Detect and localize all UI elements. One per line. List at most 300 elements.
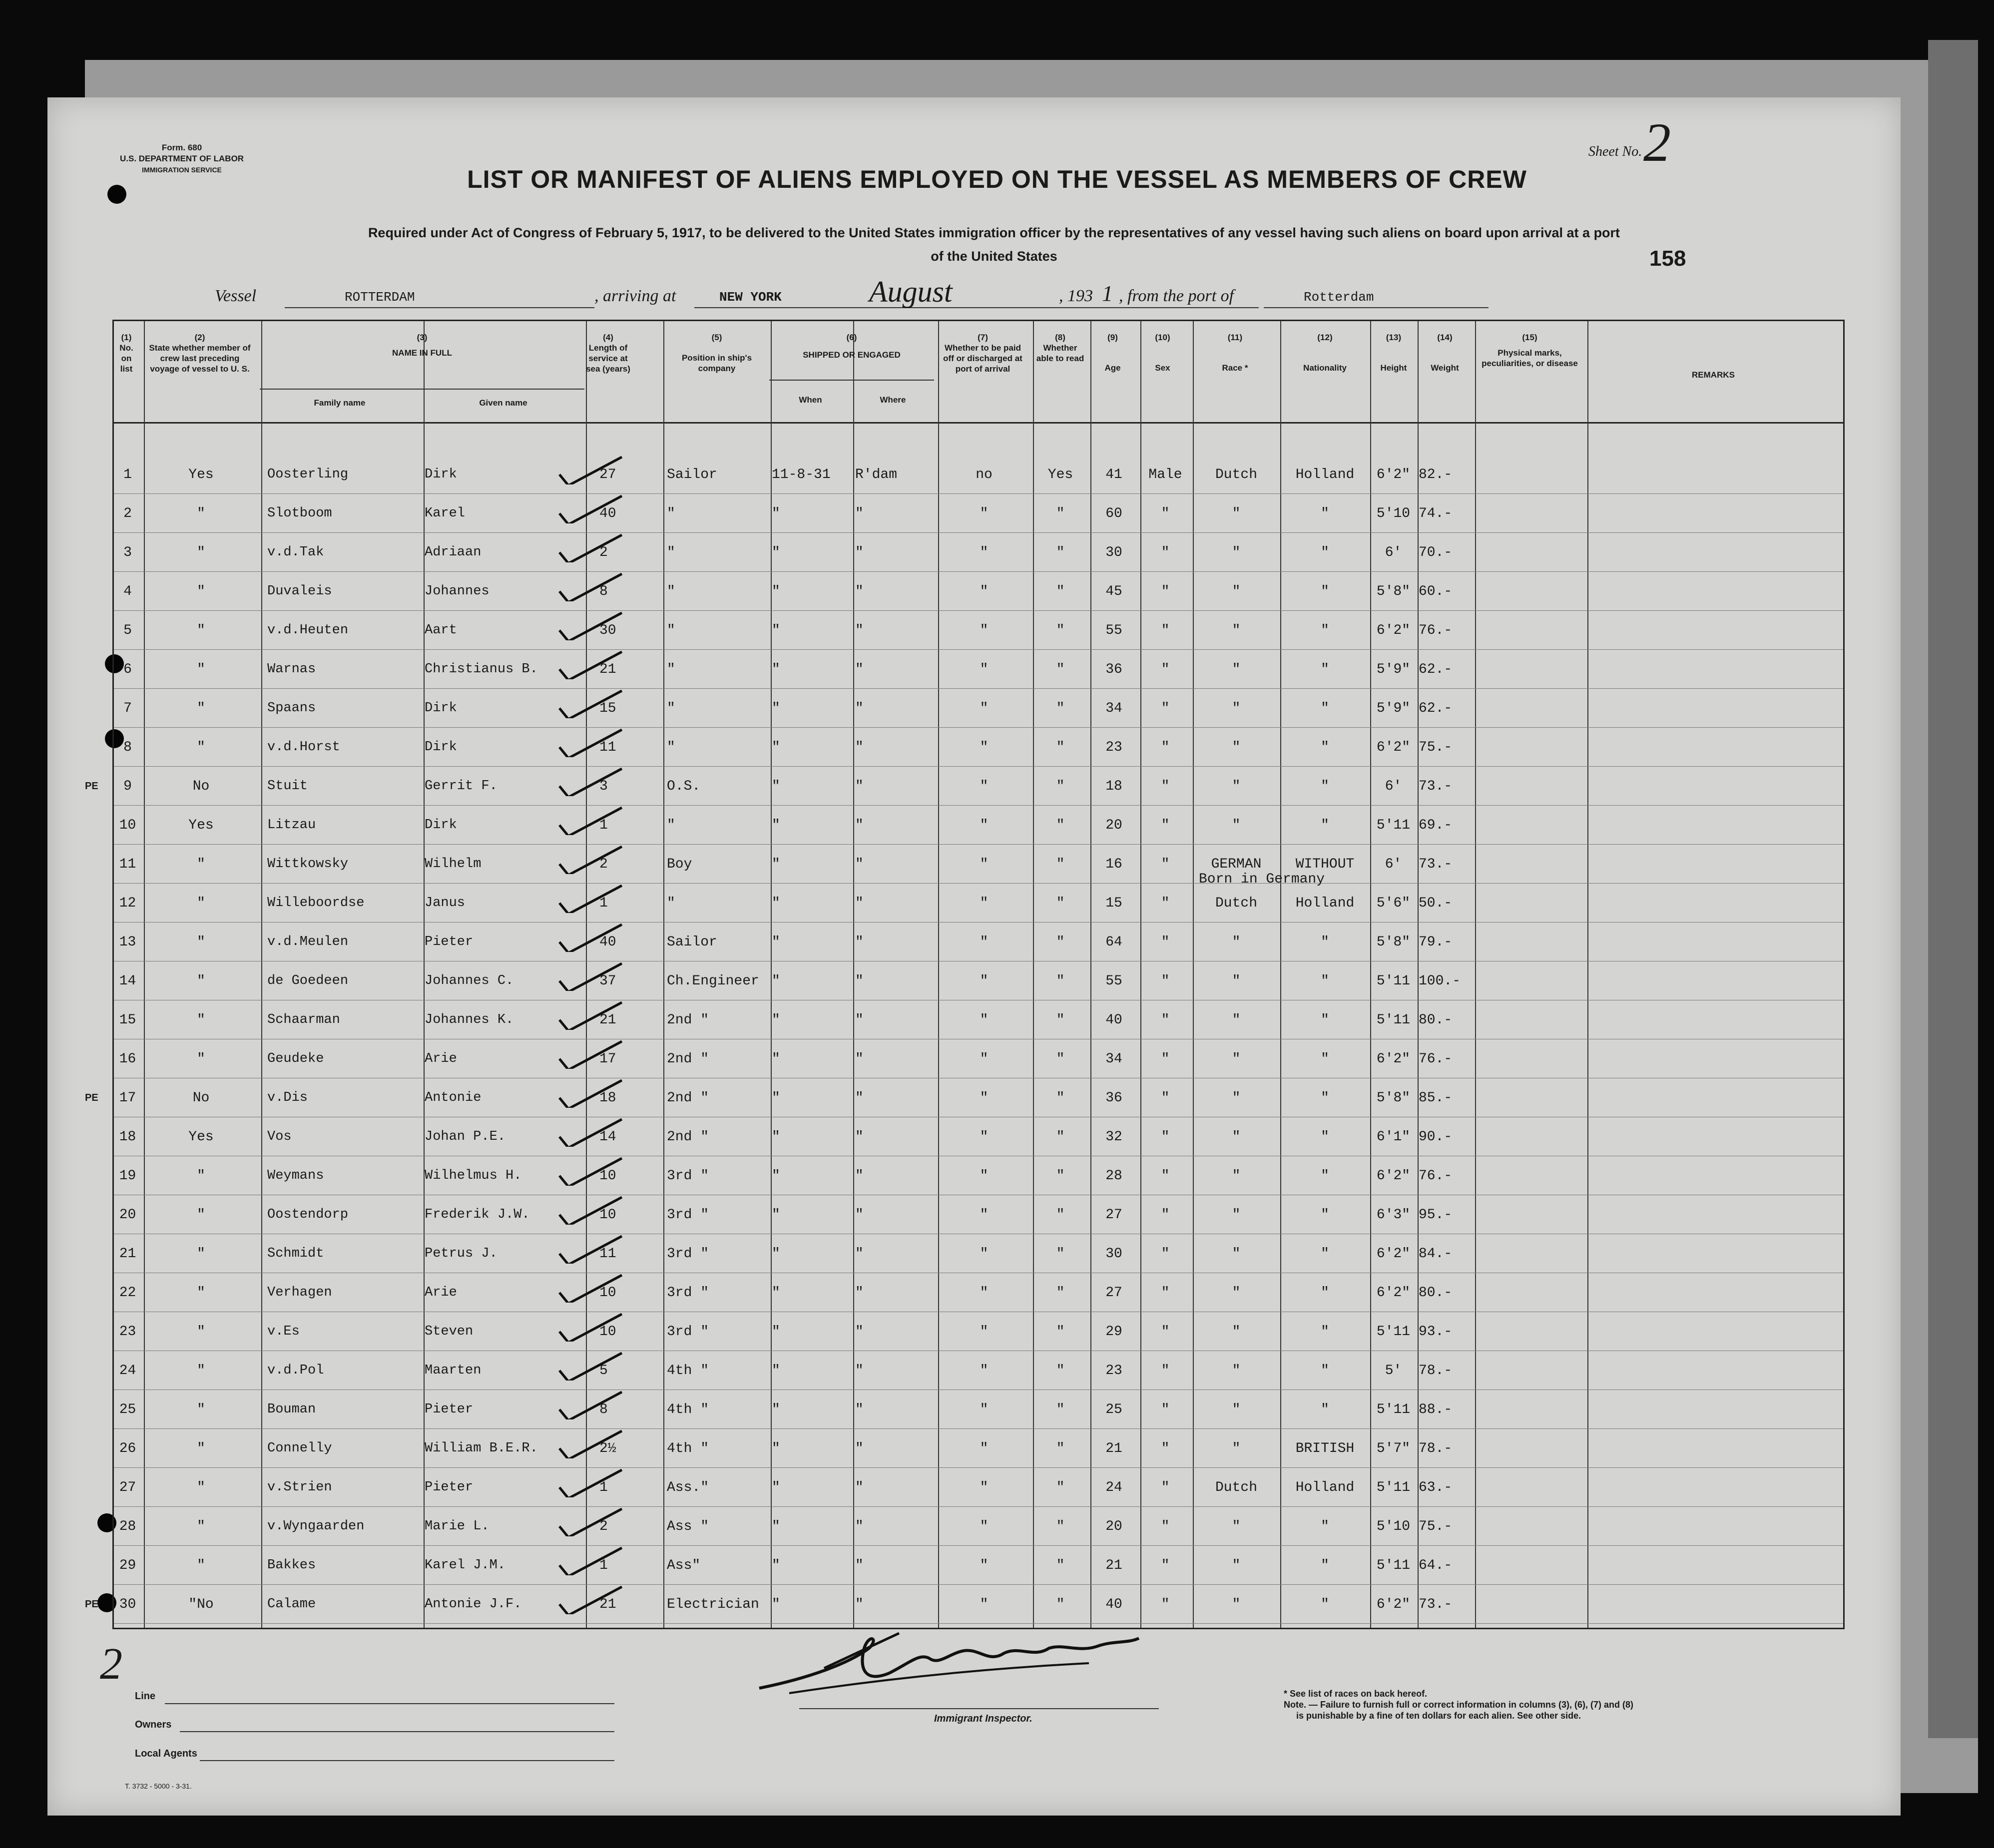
cell-service: 2½ bbox=[599, 1441, 616, 1456]
cell-prev: " bbox=[197, 1051, 205, 1067]
check-mark-icon bbox=[554, 1195, 624, 1225]
cell-position: Sailor bbox=[667, 934, 717, 950]
cell-read: " bbox=[1056, 584, 1065, 599]
cell-race: " bbox=[1232, 1441, 1241, 1456]
cell-family: de Goedeen bbox=[267, 973, 349, 988]
cell-no: 19 bbox=[119, 1168, 136, 1184]
column-divider bbox=[261, 321, 262, 1628]
col-read-header: (8) Whether able to read bbox=[1036, 333, 1084, 363]
cell-no: 15 bbox=[119, 1012, 136, 1028]
cell-race: " bbox=[1232, 584, 1241, 599]
cell-read: " bbox=[1056, 506, 1065, 521]
cell-given: Janus bbox=[425, 896, 466, 911]
cell-paid: " bbox=[980, 584, 989, 599]
cell-family: Verhagen bbox=[267, 1285, 332, 1300]
cell-age: 24 bbox=[1105, 1480, 1122, 1495]
page-handwritten-number: 2 bbox=[100, 1639, 122, 1689]
cell-given: Pieter bbox=[425, 1480, 474, 1495]
cell-sex: " bbox=[1161, 1441, 1170, 1456]
cell-weight: 69.- bbox=[1419, 818, 1453, 833]
col-height-header: (13) Height bbox=[1380, 333, 1407, 373]
cell-where: " bbox=[855, 934, 864, 950]
cell-service: 40 bbox=[599, 506, 616, 521]
cell-race: " bbox=[1232, 623, 1241, 638]
cell-weight: 73.- bbox=[1419, 857, 1453, 872]
cell-family: Litzau bbox=[267, 818, 316, 833]
cell-paid: " bbox=[980, 701, 989, 716]
col-family-header: Family name bbox=[314, 398, 366, 408]
cell-family: Oosterling bbox=[267, 467, 349, 482]
cell-race: " bbox=[1232, 818, 1241, 833]
cell-age: 18 bbox=[1105, 779, 1122, 794]
cell-where: " bbox=[855, 896, 864, 911]
sheet-number-label: Sheet No. bbox=[1588, 144, 1642, 159]
cell-height: 5'11 bbox=[1376, 1324, 1411, 1340]
print-code: T. 3732 - 5000 - 3-31. bbox=[125, 1782, 192, 1790]
cell-prev: No bbox=[192, 1090, 210, 1106]
row-rule bbox=[114, 844, 1843, 845]
cell-service: 10 bbox=[599, 1168, 616, 1184]
cell-where: " bbox=[855, 1012, 864, 1028]
cell-read: " bbox=[1056, 1129, 1065, 1145]
cell-weight: 62.- bbox=[1419, 662, 1453, 677]
cell-read: " bbox=[1056, 1246, 1065, 1262]
cell-prev: " bbox=[197, 1246, 205, 1262]
cell-given: Aart bbox=[425, 623, 457, 638]
column-divider bbox=[663, 321, 664, 1628]
cell-read: " bbox=[1056, 1012, 1065, 1028]
cell-sex: " bbox=[1161, 1207, 1170, 1223]
cell-nationality: " bbox=[1321, 623, 1329, 638]
cell-weight: 95.- bbox=[1419, 1207, 1453, 1223]
cell-nationality: " bbox=[1321, 1090, 1329, 1106]
cell-position: " bbox=[667, 662, 675, 677]
inspector-signature bbox=[739, 1618, 1149, 1708]
cell-no: 24 bbox=[119, 1363, 136, 1379]
cell-sex: " bbox=[1161, 1246, 1170, 1262]
cell-given: Pieter bbox=[425, 934, 474, 949]
cell-service: 40 bbox=[599, 934, 616, 950]
name-subheader-line bbox=[260, 389, 584, 390]
col-shipped-header: (6) SHIPPED OR ENGAGED bbox=[803, 333, 901, 360]
cell-no: 20 bbox=[119, 1207, 136, 1223]
cell-where: " bbox=[855, 1402, 864, 1417]
agents-field bbox=[200, 1760, 614, 1761]
cell-read: " bbox=[1056, 1480, 1065, 1495]
cell-sex: " bbox=[1161, 1597, 1170, 1612]
cell-prev: " bbox=[197, 934, 205, 950]
cell-age: 27 bbox=[1105, 1207, 1122, 1223]
cell-weight: 50.- bbox=[1419, 896, 1453, 911]
check-mark-icon bbox=[554, 883, 624, 913]
check-mark-icon bbox=[554, 455, 624, 484]
cell-read: " bbox=[1056, 934, 1065, 950]
check-mark-icon bbox=[554, 922, 624, 952]
cell-where: " bbox=[855, 1168, 864, 1184]
col-nationality-header: (12) Nationality bbox=[1303, 333, 1347, 373]
cell-prev: " bbox=[197, 896, 205, 911]
cell-position: 2nd " bbox=[667, 1051, 709, 1067]
cell-family: Connelly bbox=[267, 1441, 332, 1456]
cell-given: Dirk bbox=[425, 467, 457, 482]
cell-race: " bbox=[1232, 662, 1241, 677]
cell-given: Karel J.M. bbox=[425, 1558, 506, 1573]
service-name: IMMIGRATION SERVICE bbox=[142, 166, 222, 174]
cell-family: Wittkowsky bbox=[267, 857, 349, 872]
row-rule bbox=[114, 1545, 1843, 1546]
cell-sex: " bbox=[1161, 1012, 1170, 1028]
check-mark-icon bbox=[554, 1039, 624, 1069]
cell-weight: 73.- bbox=[1419, 779, 1453, 794]
cell-where: " bbox=[855, 623, 864, 638]
cell-race: " bbox=[1232, 1363, 1241, 1379]
cell-paid: " bbox=[980, 1519, 989, 1534]
col-given-header: Given name bbox=[479, 398, 527, 408]
cell-height: 5'11 bbox=[1376, 818, 1411, 833]
cell-where: " bbox=[855, 740, 864, 755]
cell-no: 18 bbox=[119, 1129, 136, 1145]
check-mark-icon bbox=[554, 493, 624, 523]
row-rule bbox=[114, 1389, 1843, 1390]
cell-nationality: " bbox=[1321, 1285, 1329, 1301]
cell-when: " bbox=[772, 1207, 780, 1223]
cell-service: 2 bbox=[599, 545, 608, 560]
cell-height: 6' bbox=[1385, 779, 1402, 794]
cell-nationality: Holland bbox=[1295, 1480, 1355, 1495]
col-where-header: Where bbox=[880, 395, 906, 405]
cell-paid: " bbox=[980, 1168, 989, 1184]
cell-paid: " bbox=[980, 779, 989, 794]
cell-position: Ass" bbox=[667, 1558, 701, 1573]
cell-given: Johannes C. bbox=[425, 973, 514, 988]
cell-family: Spaans bbox=[267, 701, 316, 716]
cell-nationality: " bbox=[1321, 584, 1329, 599]
cell-weight: 76.- bbox=[1419, 1051, 1453, 1067]
cell-sex: " bbox=[1161, 934, 1170, 950]
cell-when: " bbox=[772, 584, 780, 599]
cell-age: 45 bbox=[1105, 584, 1122, 599]
cell-where: " bbox=[855, 1480, 864, 1495]
cell-nationality: " bbox=[1321, 1324, 1329, 1340]
cell-when: " bbox=[772, 701, 780, 716]
cell-service: 14 bbox=[599, 1129, 616, 1145]
cell-given: Arie bbox=[425, 1285, 457, 1300]
cell-paid: " bbox=[980, 1051, 989, 1067]
cell-sex: " bbox=[1161, 623, 1170, 638]
cell-race: " bbox=[1232, 779, 1241, 794]
cell-given: Christianus B. bbox=[425, 662, 538, 677]
cell-race: " bbox=[1232, 1558, 1241, 1573]
cell-read: " bbox=[1056, 1168, 1065, 1184]
cell-race: " bbox=[1232, 1285, 1241, 1301]
cell-given: Pieter bbox=[425, 1402, 474, 1417]
cell-when: " bbox=[772, 1363, 780, 1379]
cell-sex: " bbox=[1161, 506, 1170, 521]
underlying-sheet-edge bbox=[1928, 40, 1978, 1738]
cell-age: 15 bbox=[1105, 896, 1122, 911]
cell-given: Antonie bbox=[425, 1090, 482, 1105]
cell-service: 11 bbox=[599, 1246, 616, 1262]
cell-position: 4th " bbox=[667, 1402, 709, 1417]
cell-position: 3rd " bbox=[667, 1324, 709, 1340]
cell-race: " bbox=[1232, 1324, 1241, 1340]
cell-where: " bbox=[855, 1441, 864, 1456]
cell-service: 1 bbox=[599, 1558, 608, 1573]
cell-sex: " bbox=[1161, 857, 1170, 872]
margin-mark: PE bbox=[85, 1092, 98, 1103]
cell-race: " bbox=[1232, 1207, 1241, 1223]
col-when-header: When bbox=[799, 395, 822, 405]
cell-given: Johannes K. bbox=[425, 1012, 514, 1027]
cell-age: 41 bbox=[1105, 467, 1122, 482]
check-mark-icon bbox=[554, 727, 624, 757]
cell-height: 5'8" bbox=[1376, 584, 1411, 599]
cell-sex: " bbox=[1161, 1558, 1170, 1573]
cell-weight: 70.- bbox=[1419, 545, 1453, 560]
cell-where: " bbox=[855, 545, 864, 560]
check-mark-icon bbox=[554, 1156, 624, 1186]
cell-race: " bbox=[1232, 1402, 1241, 1417]
col-name-header: (3) NAME IN FULL bbox=[392, 333, 452, 358]
cell-service: 10 bbox=[599, 1207, 616, 1223]
check-mark-icon bbox=[554, 688, 624, 718]
cell-age: 60 bbox=[1105, 506, 1122, 521]
cell-sex: " bbox=[1161, 896, 1170, 911]
vessel-line bbox=[215, 275, 1489, 310]
cell-age: 55 bbox=[1105, 973, 1122, 989]
cell-read: " bbox=[1056, 1324, 1065, 1340]
cell-paid: " bbox=[980, 857, 989, 872]
cell-when: " bbox=[772, 662, 780, 677]
cell-where: " bbox=[855, 779, 864, 794]
cell-service: 1 bbox=[599, 818, 608, 833]
arrival-port: NEW YORK bbox=[719, 290, 782, 305]
row-rule bbox=[114, 688, 1843, 689]
cell-height: 5'10 bbox=[1376, 506, 1411, 521]
cell-paid: " bbox=[980, 1012, 989, 1028]
cell-sex: " bbox=[1161, 1090, 1170, 1106]
owners-field bbox=[180, 1731, 614, 1732]
cell-paid: " bbox=[980, 1129, 989, 1145]
cell-when: " bbox=[772, 1285, 780, 1301]
check-mark-icon bbox=[554, 1117, 624, 1147]
cell-weight: 80.- bbox=[1419, 1012, 1453, 1028]
cell-race: " bbox=[1232, 506, 1241, 521]
cell-when: 11-8-31 bbox=[772, 467, 831, 482]
check-mark-icon bbox=[554, 610, 624, 640]
cell-when: " bbox=[772, 1168, 780, 1184]
cell-age: 29 bbox=[1105, 1324, 1122, 1340]
cell-prev: " bbox=[197, 1324, 205, 1340]
check-mark-icon bbox=[554, 571, 624, 601]
cell-race: " bbox=[1232, 1090, 1241, 1106]
cell-no: 3 bbox=[123, 545, 132, 560]
cell-read: Yes bbox=[1047, 467, 1073, 482]
check-mark-icon bbox=[554, 1428, 624, 1458]
cell-nationality: " bbox=[1321, 1207, 1329, 1223]
cell-prev: " bbox=[197, 1441, 205, 1456]
cell-when: " bbox=[772, 1558, 780, 1573]
page-title: LIST OR MANIFEST OF ALIENS EMPLOYED ON THE VESSEL AS MEMBERS OF CREW bbox=[467, 165, 1527, 193]
cell-read: " bbox=[1056, 857, 1065, 872]
cell-family: Geudeke bbox=[267, 1051, 324, 1066]
cell-paid: " bbox=[980, 1558, 989, 1573]
cell-no: 12 bbox=[119, 896, 136, 911]
cell-read: " bbox=[1056, 701, 1065, 716]
cell-paid: " bbox=[980, 1441, 989, 1456]
arriving-label: , arriving at bbox=[594, 287, 676, 305]
cell-prev: " bbox=[197, 545, 205, 560]
from-label: , from the port of bbox=[1119, 287, 1234, 305]
check-mark-icon bbox=[554, 1273, 624, 1303]
cell-paid: " bbox=[980, 973, 989, 989]
cell-service: 21 bbox=[599, 662, 616, 677]
cell-family: v.Es bbox=[267, 1324, 300, 1339]
cell-prev: No bbox=[192, 779, 210, 794]
cell-family: v.Wyngaarden bbox=[267, 1519, 365, 1534]
cell-position: 2nd " bbox=[667, 1012, 709, 1028]
cell-read: " bbox=[1056, 1285, 1065, 1301]
cell-position: Sailor bbox=[667, 467, 717, 482]
cell-age: 40 bbox=[1105, 1012, 1122, 1028]
cell-given: Wilhelm bbox=[425, 857, 482, 872]
cell-paid: no bbox=[976, 467, 993, 482]
cell-race: " bbox=[1232, 740, 1241, 755]
cell-sex: " bbox=[1161, 1480, 1170, 1495]
cell-given: William B.E.R. bbox=[425, 1441, 538, 1456]
cell-no: 14 bbox=[119, 973, 136, 989]
cell-when: " bbox=[772, 1480, 780, 1495]
cell-weight: 63.- bbox=[1419, 1480, 1453, 1495]
cell-service: 1 bbox=[599, 1480, 608, 1495]
cell-height: 5'11 bbox=[1376, 1480, 1411, 1495]
cell-no: 10 bbox=[119, 818, 136, 833]
cell-height: 5'8" bbox=[1376, 1090, 1411, 1106]
cell-family: Stuit bbox=[267, 779, 308, 794]
cell-read: " bbox=[1056, 1519, 1065, 1534]
cell-when: " bbox=[772, 740, 780, 755]
cell-read: " bbox=[1056, 1597, 1065, 1612]
cell-prev: " bbox=[197, 701, 205, 716]
cell-height: 6'2" bbox=[1376, 1246, 1411, 1262]
line-label: Line bbox=[135, 1691, 156, 1702]
cell-nationality: " bbox=[1321, 1051, 1329, 1067]
owners-label: Owners bbox=[135, 1719, 172, 1730]
departure-port: Rotterdam bbox=[1304, 290, 1374, 305]
cell-race: " bbox=[1232, 1597, 1241, 1612]
cell-height: 6' bbox=[1385, 545, 1402, 560]
col-paid-header: (7) Whether to be paid off or discharged at port of arrival bbox=[943, 333, 1022, 374]
cell-position: 2nd " bbox=[667, 1129, 709, 1145]
cell-family: Bouman bbox=[267, 1402, 316, 1417]
cell-read: " bbox=[1056, 740, 1065, 755]
cell-position: Ch.Engineer bbox=[667, 973, 759, 989]
cell-service: 10 bbox=[599, 1285, 616, 1301]
vessel-label: Vessel bbox=[215, 287, 257, 305]
cell-race: " bbox=[1232, 701, 1241, 716]
cell-sex: " bbox=[1161, 584, 1170, 599]
cell-height: 5'10 bbox=[1376, 1519, 1411, 1534]
cell-age: 30 bbox=[1105, 1246, 1122, 1262]
cell-position: 2nd " bbox=[667, 1090, 709, 1106]
cell-height: 6'2" bbox=[1376, 1285, 1411, 1301]
sheet-number: 2 bbox=[1643, 112, 1671, 173]
check-mark-icon bbox=[554, 961, 624, 991]
cell-given: Dirk bbox=[425, 740, 457, 755]
cell-sex: " bbox=[1161, 818, 1170, 833]
cell-no: 5 bbox=[123, 623, 132, 638]
cell-when: " bbox=[772, 1402, 780, 1417]
cell-paid: " bbox=[980, 1324, 989, 1340]
cell-weight: 85.- bbox=[1419, 1090, 1453, 1106]
cell-service: 17 bbox=[599, 1051, 616, 1067]
arrival-month: August bbox=[869, 275, 953, 308]
cell-when: " bbox=[772, 1246, 780, 1262]
form-number: Form. 680 bbox=[161, 143, 202, 152]
cell-no: 22 bbox=[119, 1285, 136, 1301]
cell-position: 3rd " bbox=[667, 1207, 709, 1223]
cell-height: 5'9" bbox=[1376, 701, 1411, 716]
cell-position: 3rd " bbox=[667, 1285, 709, 1301]
cell-service: 2 bbox=[599, 857, 608, 872]
cell-sex: " bbox=[1161, 1363, 1170, 1379]
cell-sex: " bbox=[1161, 740, 1170, 755]
local-agents-label: Local Agents bbox=[135, 1748, 197, 1759]
check-mark-icon bbox=[554, 1312, 624, 1342]
cell-position: " bbox=[667, 506, 675, 521]
cell-prev: " bbox=[197, 1363, 205, 1379]
cell-prev: " bbox=[197, 623, 205, 638]
check-mark-icon bbox=[554, 805, 624, 835]
cell-paid: " bbox=[980, 1285, 989, 1301]
cell-service: 8 bbox=[599, 584, 608, 599]
cell-read: " bbox=[1056, 1441, 1065, 1456]
cell-where: " bbox=[855, 1246, 864, 1262]
cell-race: " bbox=[1232, 1168, 1241, 1184]
cell-service: 21 bbox=[599, 1012, 616, 1028]
cell-age: 21 bbox=[1105, 1558, 1122, 1573]
cell-where: " bbox=[855, 1363, 864, 1379]
row-rule bbox=[114, 1467, 1843, 1468]
cell-prev: " bbox=[197, 1285, 205, 1301]
row-rule bbox=[114, 532, 1843, 533]
cell-given: Maarten bbox=[425, 1363, 482, 1378]
cell-family: Weymans bbox=[267, 1168, 324, 1183]
cell-given: Frederik J.W. bbox=[425, 1207, 530, 1222]
cell-paid: " bbox=[980, 1480, 989, 1495]
cell-sex: " bbox=[1161, 1129, 1170, 1145]
check-mark-icon bbox=[554, 1506, 624, 1536]
cell-no: 1 bbox=[123, 467, 132, 482]
cell-no: 7 bbox=[123, 701, 132, 716]
cell-weight: 75.- bbox=[1419, 740, 1453, 755]
year-suffix: 1 bbox=[1102, 281, 1113, 306]
cell-read: " bbox=[1056, 623, 1065, 638]
cell-prev: " bbox=[197, 1207, 205, 1223]
cell-read: " bbox=[1056, 1051, 1065, 1067]
cell-race: " bbox=[1232, 934, 1241, 950]
cell-age: 32 bbox=[1105, 1129, 1122, 1145]
cell-position: Electrician bbox=[667, 1597, 759, 1612]
subtitle-line-2: of the United States bbox=[931, 249, 1057, 264]
cell-age: 27 bbox=[1105, 1285, 1122, 1301]
cell-weight: 64.- bbox=[1419, 1558, 1453, 1573]
cell-no: 11 bbox=[119, 857, 136, 872]
cell-service: 5 bbox=[599, 1363, 608, 1379]
cell-age: 64 bbox=[1105, 934, 1122, 950]
cell-height: 6'2" bbox=[1376, 623, 1411, 638]
cell-prev: " bbox=[197, 1402, 205, 1417]
